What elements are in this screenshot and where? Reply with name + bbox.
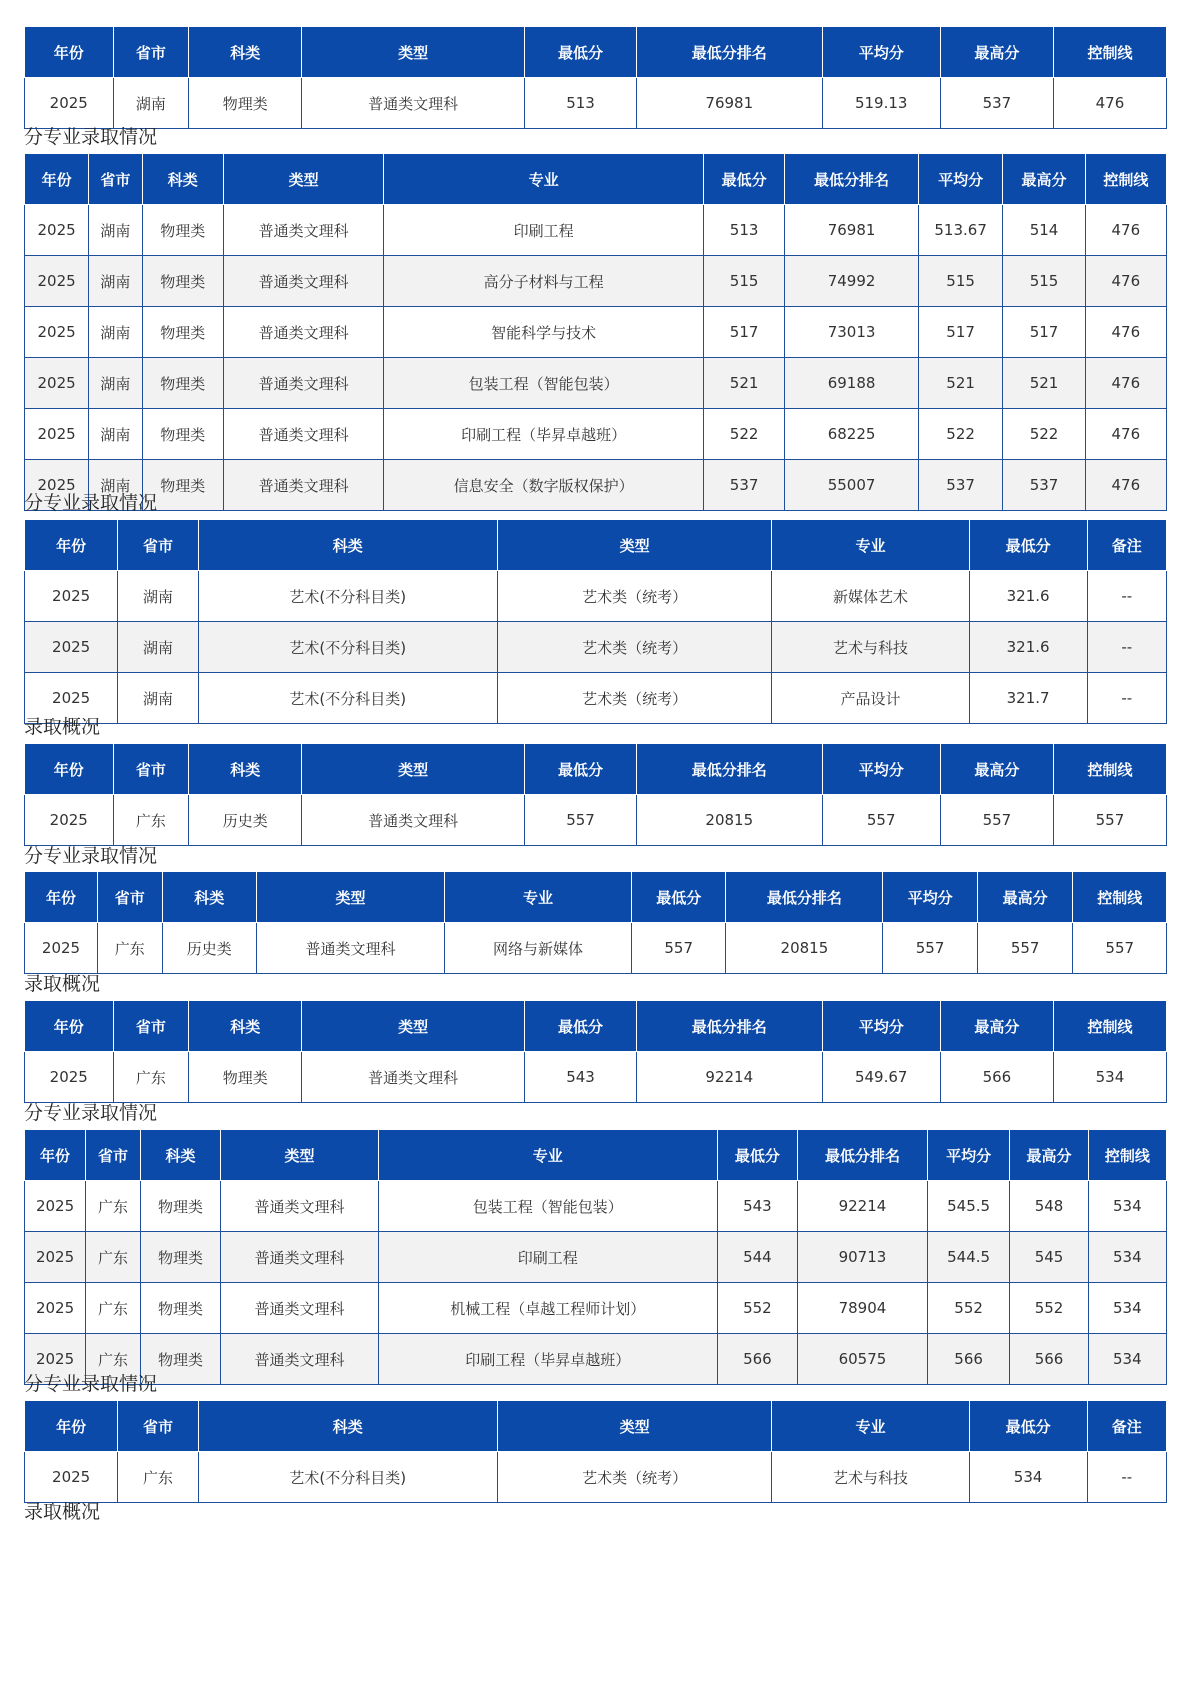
column-header: 年份 xyxy=(25,872,98,923)
table-row xyxy=(25,78,1167,129)
table-cell: 信息安全（数字版权保护） xyxy=(384,460,704,511)
table-cell: 549.67 xyxy=(822,1052,940,1103)
column-header: 最低分排名 xyxy=(637,744,823,795)
table-cell: 物理类 xyxy=(142,409,223,460)
table-cell: 艺术(不分科目类) xyxy=(198,571,497,622)
table-cell: 湖南 xyxy=(89,358,142,409)
table-cell: 321.6 xyxy=(969,571,1087,622)
table-header-row xyxy=(25,1001,1167,1052)
column-header: 最低分排名 xyxy=(726,872,883,923)
table-cell: 普通类文理科 xyxy=(302,1052,525,1103)
table-cell: 2025 xyxy=(25,1452,118,1503)
table-row xyxy=(25,1452,1167,1503)
column-header: 最高分 xyxy=(1003,154,1085,205)
table-cell: 印刷工程 xyxy=(384,205,704,256)
table-cell: 515 xyxy=(1003,256,1085,307)
table-cell: 73013 xyxy=(785,307,919,358)
table-cell: 545 xyxy=(1010,1232,1088,1283)
column-header: 最低分排名 xyxy=(785,154,919,205)
table-cell: 534 xyxy=(969,1452,1087,1503)
table-cell: 476 xyxy=(1053,78,1166,129)
column-header: 类型 xyxy=(223,154,383,205)
column-header: 类型 xyxy=(257,872,445,923)
table-cell: 普通类文理科 xyxy=(223,256,383,307)
column-header: 年份 xyxy=(25,744,114,795)
table-cell: 湖南 xyxy=(113,78,189,129)
table-cell: 物理类 xyxy=(142,205,223,256)
table-cell: 包装工程（智能包装） xyxy=(384,358,704,409)
table-cell: 521 xyxy=(1003,358,1085,409)
table-cell: 普通类文理科 xyxy=(302,795,525,846)
column-header: 省市 xyxy=(113,1001,189,1052)
column-header: 控制线 xyxy=(1088,1130,1166,1181)
table-cell: -- xyxy=(1087,571,1166,622)
column-header: 最低分 xyxy=(525,744,637,795)
table-cell: 2025 xyxy=(25,78,114,129)
table-cell: 普通类文理科 xyxy=(223,460,383,511)
table-cell: 534 xyxy=(1088,1283,1166,1334)
table-cell: 55007 xyxy=(785,460,919,511)
table-cell: 76981 xyxy=(637,78,823,129)
table-cell: 2025 xyxy=(25,571,118,622)
table-cell: 物理类 xyxy=(140,1283,220,1334)
table-cell: 513.67 xyxy=(918,205,1002,256)
table-cell: 广东 xyxy=(118,1452,198,1503)
table-cell: 534 xyxy=(1088,1181,1166,1232)
table-cell: 2025 xyxy=(25,673,118,724)
table-row xyxy=(25,1181,1167,1232)
summary-block-guangdong-physics xyxy=(24,1000,1167,1103)
column-header: 最低分 xyxy=(525,27,637,78)
column-header: 科类 xyxy=(162,872,257,923)
table-cell: 557 xyxy=(1073,923,1167,974)
column-header: 类型 xyxy=(302,1001,525,1052)
table-cell: 物理类 xyxy=(189,1052,302,1103)
column-header: 最低分 xyxy=(703,154,784,205)
table-cell: 印刷工程 xyxy=(378,1232,717,1283)
table-cell: 智能科学与技术 xyxy=(384,307,704,358)
table-cell: 普通类文理科 xyxy=(221,1181,379,1232)
table-cell: 476 xyxy=(1085,358,1166,409)
column-header: 控制线 xyxy=(1053,27,1166,78)
table-cell: 艺术类（统考） xyxy=(497,673,772,724)
column-header: 省市 xyxy=(98,872,162,923)
table-cell: 2025 xyxy=(25,1052,114,1103)
table-row xyxy=(25,795,1167,846)
table-header-row xyxy=(25,1130,1167,1181)
table-cell: 物理类 xyxy=(140,1334,220,1385)
table-cell: 广东 xyxy=(86,1232,141,1283)
table-cell: 湖南 xyxy=(89,409,142,460)
column-header: 最高分 xyxy=(940,27,1053,78)
table-cell: 476 xyxy=(1085,460,1166,511)
table-cell: 普通类文理科 xyxy=(221,1232,379,1283)
table-cell: 60575 xyxy=(798,1334,928,1385)
table-cell: 521 xyxy=(703,358,784,409)
column-header: 科类 xyxy=(189,744,302,795)
table-cell: 2025 xyxy=(25,1334,86,1385)
column-header: 专业 xyxy=(384,154,704,205)
major-table xyxy=(24,1129,1167,1385)
column-header: 类型 xyxy=(497,1401,772,1452)
table-cell: 产品设计 xyxy=(772,673,969,724)
column-header: 省市 xyxy=(113,744,189,795)
table-row xyxy=(25,307,1167,358)
table-cell: 92214 xyxy=(637,1052,823,1103)
table-cell: 476 xyxy=(1085,256,1166,307)
table-header-row xyxy=(25,744,1167,795)
table-cell: 普通类文理科 xyxy=(223,205,383,256)
table-cell: 69188 xyxy=(785,358,919,409)
column-header: 科类 xyxy=(198,520,497,571)
table-row xyxy=(25,1283,1167,1334)
table-cell: 2025 xyxy=(25,795,114,846)
column-header: 最低分排名 xyxy=(798,1130,928,1181)
table-cell: 印刷工程（毕昇卓越班） xyxy=(384,409,704,460)
column-header: 最低分 xyxy=(631,872,726,923)
column-header: 类型 xyxy=(302,27,525,78)
column-header: 专业 xyxy=(772,1401,969,1452)
table-cell: 普通类文理科 xyxy=(221,1283,379,1334)
table-cell: 广东 xyxy=(113,1052,189,1103)
table-row xyxy=(25,1232,1167,1283)
table-cell: 湖南 xyxy=(118,571,198,622)
column-header: 科类 xyxy=(189,27,302,78)
column-header: 最高分 xyxy=(977,872,1073,923)
table-cell: 广东 xyxy=(113,795,189,846)
column-header: 专业 xyxy=(378,1130,717,1181)
table-cell: 印刷工程（毕昇卓越班） xyxy=(378,1334,717,1385)
column-header: 年份 xyxy=(25,27,114,78)
table-header-row xyxy=(25,1401,1167,1452)
table-cell: 537 xyxy=(703,460,784,511)
section-heading: 录取概况 xyxy=(24,1501,101,1523)
table-cell: 517 xyxy=(918,307,1002,358)
table-cell: 514 xyxy=(1003,205,1085,256)
table-cell: 2025 xyxy=(25,1283,86,1334)
column-header: 控制线 xyxy=(1085,154,1166,205)
summary-table xyxy=(24,743,1167,846)
column-header: 备注 xyxy=(1087,520,1166,571)
major-table xyxy=(24,153,1167,511)
table-cell: 544.5 xyxy=(927,1232,1010,1283)
summary-table xyxy=(24,26,1167,129)
table-row xyxy=(25,923,1167,974)
table-cell: 艺术与科技 xyxy=(772,1452,969,1503)
table-cell: 广东 xyxy=(86,1181,141,1232)
table-cell: 2025 xyxy=(25,622,118,673)
table-row xyxy=(25,1334,1167,1385)
table-cell: 566 xyxy=(940,1052,1053,1103)
column-header: 类型 xyxy=(221,1130,379,1181)
table-cell: 2025 xyxy=(25,460,89,511)
column-header: 专业 xyxy=(445,872,632,923)
table-cell: 557 xyxy=(977,923,1073,974)
table-cell: 物理类 xyxy=(142,307,223,358)
table-cell: 68225 xyxy=(785,409,919,460)
table-cell: 522 xyxy=(1003,409,1085,460)
column-header: 平均分 xyxy=(927,1130,1010,1181)
table-cell: 517 xyxy=(703,307,784,358)
table-row xyxy=(25,409,1167,460)
table-cell: -- xyxy=(1087,673,1166,724)
section-heading: 录取概况 xyxy=(24,716,101,738)
table-cell: 537 xyxy=(1003,460,1085,511)
column-header: 控制线 xyxy=(1053,744,1166,795)
table-cell: 534 xyxy=(1088,1232,1166,1283)
table-header-row xyxy=(25,27,1167,78)
major-block-guangdong-history xyxy=(24,871,1167,974)
column-header: 最低分 xyxy=(969,1401,1087,1452)
table-cell: 2025 xyxy=(25,1181,86,1232)
table-cell: -- xyxy=(1087,622,1166,673)
column-header: 最高分 xyxy=(1010,1130,1088,1181)
table-cell: 物理类 xyxy=(140,1232,220,1283)
column-header: 类型 xyxy=(302,744,525,795)
major-block-hunan-physics xyxy=(24,153,1167,511)
table-cell: 网络与新媒体 xyxy=(445,923,632,974)
table-cell: 543 xyxy=(717,1181,797,1232)
table-cell: 92214 xyxy=(798,1181,928,1232)
table-row xyxy=(25,673,1167,724)
table-cell: 537 xyxy=(918,460,1002,511)
table-cell: 湖南 xyxy=(89,460,142,511)
major-block-guangdong-physics xyxy=(24,1129,1167,1385)
column-header: 科类 xyxy=(198,1401,497,1452)
table-cell: 519.13 xyxy=(822,78,940,129)
section-heading: 分专业录取情况 xyxy=(24,126,158,148)
table-row xyxy=(25,205,1167,256)
table-cell: 515 xyxy=(703,256,784,307)
table-cell: 新媒体艺术 xyxy=(772,571,969,622)
table-cell: 湖南 xyxy=(89,256,142,307)
table-cell: 513 xyxy=(703,205,784,256)
table-cell: 20815 xyxy=(726,923,883,974)
table-cell: 艺术与科技 xyxy=(772,622,969,673)
table-cell: 湖南 xyxy=(89,307,142,358)
table-cell: 湖南 xyxy=(118,622,198,673)
table-cell: 534 xyxy=(1088,1334,1166,1385)
table-cell: 湖南 xyxy=(89,205,142,256)
table-cell: 艺术类（统考） xyxy=(497,571,772,622)
table-cell: 476 xyxy=(1085,205,1166,256)
summary-table xyxy=(24,1000,1167,1103)
table-cell: 广东 xyxy=(98,923,162,974)
table-cell: 2025 xyxy=(25,358,89,409)
column-header: 省市 xyxy=(118,1401,198,1452)
table-cell: 2025 xyxy=(25,1232,86,1283)
column-header: 科类 xyxy=(142,154,223,205)
table-cell: 广东 xyxy=(86,1283,141,1334)
column-header: 最高分 xyxy=(940,744,1053,795)
table-cell: 艺术类（统考） xyxy=(497,622,772,673)
summary-block-guangdong-history xyxy=(24,743,1167,846)
table-cell: 2025 xyxy=(25,307,89,358)
table-cell: 566 xyxy=(927,1334,1010,1385)
table-cell: 历史类 xyxy=(162,923,257,974)
table-cell: 545.5 xyxy=(927,1181,1010,1232)
table-row xyxy=(25,358,1167,409)
table-cell: 包装工程（智能包装） xyxy=(378,1181,717,1232)
column-header: 年份 xyxy=(25,1130,86,1181)
column-header: 最低分排名 xyxy=(637,27,823,78)
table-cell: 522 xyxy=(918,409,1002,460)
table-cell: 普通类文理科 xyxy=(221,1334,379,1385)
table-cell: 557 xyxy=(822,795,940,846)
column-header: 省市 xyxy=(113,27,189,78)
table-row xyxy=(25,622,1167,673)
table-cell: 515 xyxy=(918,256,1002,307)
table-cell: 普通类文理科 xyxy=(223,358,383,409)
table-cell: 557 xyxy=(631,923,726,974)
column-header: 年份 xyxy=(25,1401,118,1452)
section-heading: 分专业录取情况 xyxy=(24,845,158,867)
table-cell: 艺术(不分科目类) xyxy=(198,1452,497,1503)
table-cell: 广东 xyxy=(86,1334,141,1385)
table-cell: 2025 xyxy=(25,256,89,307)
table-cell: 557 xyxy=(525,795,637,846)
table-cell: 321.6 xyxy=(969,622,1087,673)
column-header: 科类 xyxy=(140,1130,220,1181)
column-header: 科类 xyxy=(189,1001,302,1052)
table-cell: 历史类 xyxy=(189,795,302,846)
table-cell: 557 xyxy=(1053,795,1166,846)
table-cell: -- xyxy=(1087,1452,1166,1503)
table-cell: 534 xyxy=(1053,1052,1166,1103)
column-header: 平均分 xyxy=(918,154,1002,205)
column-header: 控制线 xyxy=(1073,872,1167,923)
column-header: 平均分 xyxy=(822,27,940,78)
column-header: 年份 xyxy=(25,154,89,205)
art-major-table xyxy=(24,519,1167,724)
table-cell: 543 xyxy=(525,1052,637,1103)
column-header: 省市 xyxy=(89,154,142,205)
table-cell: 艺术(不分科目类) xyxy=(198,673,497,724)
table-cell: 566 xyxy=(717,1334,797,1385)
table-row xyxy=(25,571,1167,622)
table-cell: 513 xyxy=(525,78,637,129)
table-header-row xyxy=(25,154,1167,205)
table-cell: 557 xyxy=(940,795,1053,846)
column-header: 最低分排名 xyxy=(637,1001,823,1052)
table-cell: 20815 xyxy=(637,795,823,846)
table-cell: 476 xyxy=(1085,307,1166,358)
table-row xyxy=(25,1052,1167,1103)
section-heading: 录取概况 xyxy=(24,973,101,995)
art-block-guangdong xyxy=(24,1400,1167,1503)
column-header: 最低分 xyxy=(717,1130,797,1181)
column-header: 最高分 xyxy=(940,1001,1053,1052)
table-cell: 548 xyxy=(1010,1181,1088,1232)
table-cell: 2025 xyxy=(25,923,98,974)
table-cell: 2025 xyxy=(25,205,89,256)
art-block-hunan xyxy=(24,519,1167,724)
table-cell: 物理类 xyxy=(142,256,223,307)
table-header-row xyxy=(25,872,1167,923)
section-heading: 分专业录取情况 xyxy=(24,1373,158,1395)
table-cell: 90713 xyxy=(798,1232,928,1283)
table-cell: 机械工程（卓越工程师计划） xyxy=(378,1283,717,1334)
table-cell: 517 xyxy=(1003,307,1085,358)
table-cell: 74992 xyxy=(785,256,919,307)
table-row xyxy=(25,256,1167,307)
table-cell: 78904 xyxy=(798,1283,928,1334)
table-cell: 物理类 xyxy=(142,358,223,409)
column-header: 平均分 xyxy=(883,872,978,923)
column-header: 年份 xyxy=(25,1001,114,1052)
table-cell: 艺术类（统考） xyxy=(497,1452,772,1503)
column-header: 省市 xyxy=(86,1130,141,1181)
table-cell: 76981 xyxy=(785,205,919,256)
column-header: 类型 xyxy=(497,520,772,571)
table-cell: 321.7 xyxy=(969,673,1087,724)
table-cell: 普通类文理科 xyxy=(223,307,383,358)
table-cell: 566 xyxy=(1010,1334,1088,1385)
table-cell: 艺术(不分科目类) xyxy=(198,622,497,673)
table-cell: 湖南 xyxy=(118,673,198,724)
table-cell: 537 xyxy=(940,78,1053,129)
column-header: 平均分 xyxy=(822,744,940,795)
table-cell: 普通类文理科 xyxy=(223,409,383,460)
table-cell: 普通类文理科 xyxy=(257,923,445,974)
table-header-row xyxy=(25,520,1167,571)
major-table xyxy=(24,871,1167,974)
table-cell: 物理类 xyxy=(189,78,302,129)
table-cell: 476 xyxy=(1085,409,1166,460)
table-cell: 557 xyxy=(883,923,978,974)
art-major-table xyxy=(24,1400,1167,1503)
table-cell: 544 xyxy=(717,1232,797,1283)
table-cell: 552 xyxy=(1010,1283,1088,1334)
column-header: 省市 xyxy=(118,520,198,571)
column-header: 最低分 xyxy=(525,1001,637,1052)
table-cell: 552 xyxy=(717,1283,797,1334)
summary-block-hunan-physics xyxy=(24,26,1167,129)
column-header: 年份 xyxy=(25,520,118,571)
table-cell: 521 xyxy=(918,358,1002,409)
table-cell: 2025 xyxy=(25,409,89,460)
section-heading: 分专业录取情况 xyxy=(24,492,158,514)
table-cell: 高分子材料与工程 xyxy=(384,256,704,307)
table-cell: 物理类 xyxy=(142,460,223,511)
section-heading: 分专业录取情况 xyxy=(24,1102,158,1124)
column-header: 备注 xyxy=(1087,1401,1166,1452)
column-header: 控制线 xyxy=(1053,1001,1166,1052)
table-cell: 552 xyxy=(927,1283,1010,1334)
column-header: 平均分 xyxy=(822,1001,940,1052)
table-row xyxy=(25,460,1167,511)
table-cell: 物理类 xyxy=(140,1181,220,1232)
column-header: 最低分 xyxy=(969,520,1087,571)
column-header: 专业 xyxy=(772,520,969,571)
table-cell: 522 xyxy=(703,409,784,460)
table-cell: 普通类文理科 xyxy=(302,78,525,129)
